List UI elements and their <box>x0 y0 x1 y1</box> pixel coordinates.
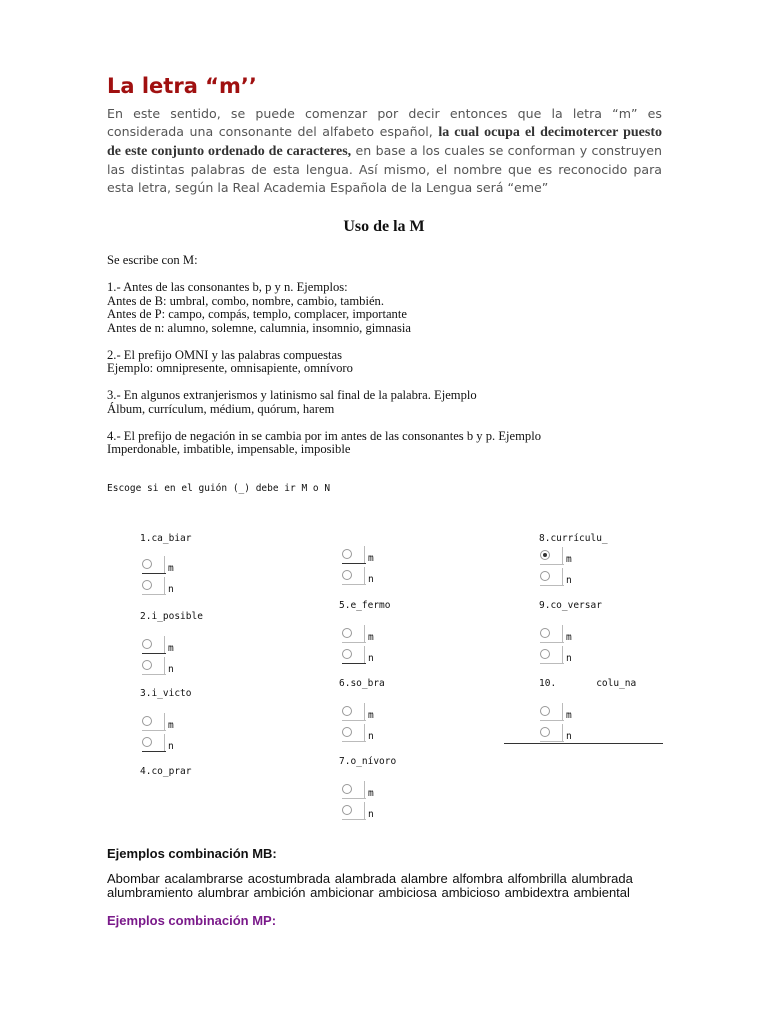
question-label: 1.ca_biar <box>140 533 192 544</box>
radio-m[interactable] <box>540 628 550 638</box>
radio-n[interactable] <box>142 737 152 747</box>
option-n <box>142 659 182 673</box>
option-n <box>342 648 382 662</box>
option-m <box>142 715 182 729</box>
quiz-prompt: Escoge si en el guión (_) debe ir M o N <box>107 483 331 494</box>
rule-4-example: Imperdonable, imbatible, impensable, imposible <box>107 442 351 456</box>
page-title: La letra “m’’ <box>107 74 257 98</box>
option-m <box>540 627 580 641</box>
option-n <box>540 570 580 584</box>
radio-m[interactable] <box>342 784 352 794</box>
rule-1-title: 1.- Antes de las consonantes b, p y n. Ejemplos: <box>107 280 348 294</box>
option-m-label: m <box>168 563 174 574</box>
rules-block <box>107 254 667 457</box>
option-n-label: n <box>168 664 174 675</box>
option-m-label: m <box>566 710 572 721</box>
option-n <box>540 648 580 662</box>
radio-m[interactable] <box>142 639 152 649</box>
option-n-label: n <box>368 653 374 664</box>
question-label: 2.i_posible <box>140 611 203 622</box>
option-n <box>142 579 182 593</box>
rule-1-b: Antes de B: umbral, combo, nombre, cambio, también. <box>107 293 385 308</box>
intro-bold-text: la cual ocupa el decimotercer puesto de este conjunto ordenado de caracteres, <box>107 125 662 159</box>
radio-m[interactable] <box>540 706 550 716</box>
intro-text-1: En este sentido, se puede comenzar por decir entonces que la letra “m” es considerada una consonante del alfabeto español, <box>107 106 662 139</box>
question-label: 9.co_versar <box>539 600 602 611</box>
mb-heading: Ejemplos combinación MB: <box>107 846 277 861</box>
option-n-label: n <box>368 574 374 585</box>
option-n <box>540 726 580 740</box>
intro-text-2: en base a los cuales se conforman y construyen las distintas palabras de esta lengua. Así mismo, el nombre que es reconocido para esta letra, según la Real Academia Española de la Lengua será “eme” <box>107 143 662 195</box>
radio-n[interactable] <box>540 727 550 737</box>
option-m-label: m <box>368 710 374 721</box>
option-m <box>540 705 580 719</box>
option-m <box>342 783 382 797</box>
option-m <box>342 627 382 641</box>
option-m-label: m <box>566 554 572 565</box>
mp-heading: Ejemplos combinación MP: <box>107 913 277 928</box>
rule-3-title: 3.- En algunos extranjerismos y latinismo sal final de la palabra. Ejemplo <box>107 388 477 402</box>
rule-2-title: 2.- El prefijo OMNI y las palabras compuestas <box>107 347 343 362</box>
radio-m[interactable] <box>142 559 152 569</box>
radio-m[interactable] <box>342 628 352 638</box>
option-n-label: n <box>566 653 572 664</box>
option-m <box>540 549 580 563</box>
option-n <box>342 569 382 583</box>
option-n-label: n <box>566 731 572 742</box>
rule-1-p: Antes de P: campo, compás, templo, complacer, importante <box>107 307 407 321</box>
question-label: 5.e_fermo <box>339 600 391 611</box>
radio-n[interactable] <box>540 571 550 581</box>
option-m-label: m <box>566 632 572 643</box>
intro-paragraph <box>107 105 662 197</box>
option-m-label: m <box>368 553 374 564</box>
radio-n[interactable] <box>540 649 550 659</box>
option-n <box>342 726 382 740</box>
radio-n[interactable] <box>342 649 352 659</box>
radio-n[interactable] <box>142 660 152 670</box>
rule-4-title: 4.- El prefijo de negación in se cambia por im antes de las consonantes b y p. Ejemplo <box>107 428 542 443</box>
option-n <box>342 804 382 818</box>
option-n-label: n <box>368 809 374 820</box>
question-label: 6.so_bra <box>339 678 385 689</box>
option-n-label: n <box>566 575 572 586</box>
option-m-label: m <box>368 632 374 643</box>
option-n-label: n <box>168 741 174 752</box>
radio-m[interactable] <box>540 550 550 560</box>
radio-n[interactable] <box>342 805 352 815</box>
question-label: 3.i_victo <box>140 688 192 699</box>
option-m <box>342 705 382 719</box>
option-m <box>142 558 182 572</box>
radio-m[interactable] <box>342 549 352 559</box>
option-m-label: m <box>168 720 174 731</box>
radio-m[interactable] <box>342 706 352 716</box>
option-n <box>142 736 182 750</box>
option-m-label: m <box>168 643 174 654</box>
option-n-label: n <box>368 731 374 742</box>
radio-m[interactable] <box>142 716 152 726</box>
mb-words: Abombar acalambrarse acostumbrada alambrada alambre alfombra alfombrilla alumbrada alumbramiento alumbrar ambición ambicionar ambiciosa ambicioso ambidextra ambiental <box>107 871 633 900</box>
option-m <box>142 638 182 652</box>
option-n-label: n <box>168 584 174 595</box>
question-label: 8.currículu_ <box>539 533 608 544</box>
rule-2-example: Ejemplo: omnipresente, omnisapiente, omnívoro <box>107 361 353 375</box>
question-label: 10. colu_na <box>539 678 637 689</box>
section-title: Uso de la M <box>343 218 425 235</box>
option-m <box>342 548 382 562</box>
question-label: 7.o_nívoro <box>339 756 397 767</box>
rule-3-example: Álbum, currículum, médium, quórum, harem <box>107 401 335 416</box>
rules-lead: Se escribe con M: <box>107 253 198 267</box>
radio-n[interactable] <box>142 580 152 590</box>
option-m-label: m <box>368 788 374 799</box>
question-label: 4.co_prar <box>140 766 192 777</box>
radio-n[interactable] <box>342 570 352 580</box>
divider <box>504 743 663 744</box>
radio-n[interactable] <box>342 727 352 737</box>
rule-1-n: Antes de n: alumno, solemne, calumnia, insomnio, gimnasia <box>107 320 411 335</box>
